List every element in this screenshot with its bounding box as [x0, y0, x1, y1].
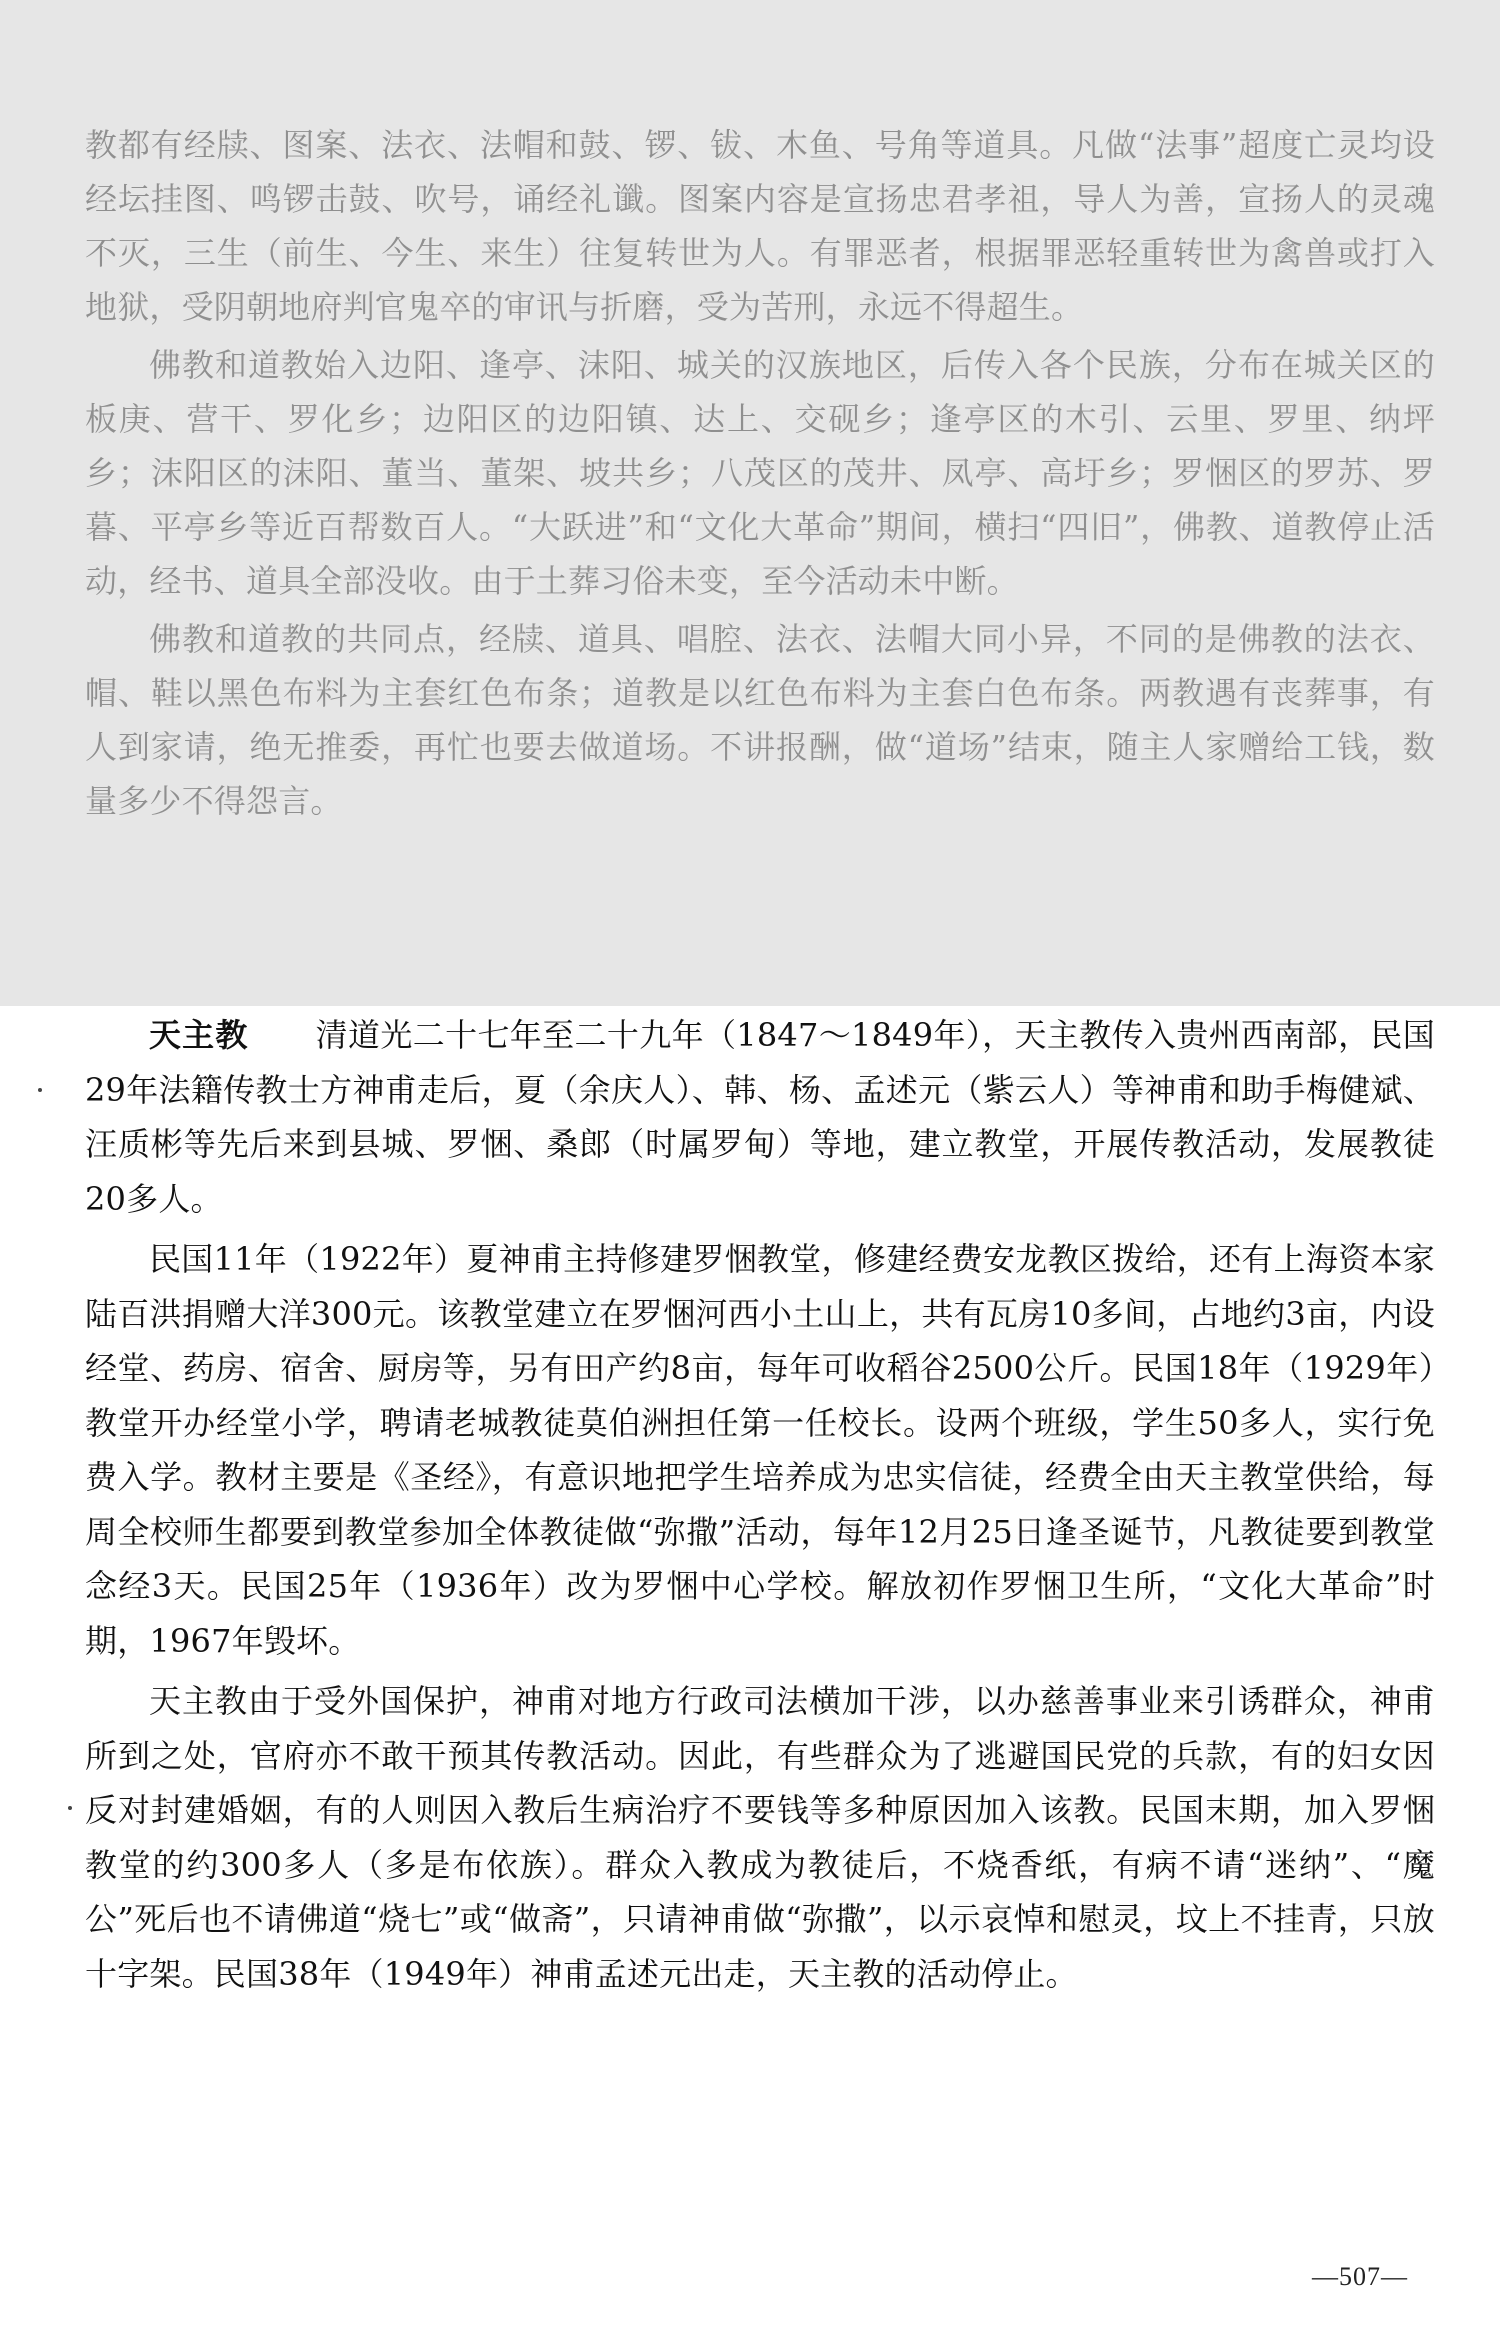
scan-speck	[68, 1806, 72, 1810]
upper-text-section	[85, 118, 1435, 828]
catholicism-section	[85, 1008, 1435, 2001]
paragraph-buddhism-distribution: 佛教和道教始入边阳、逢亭、沫阳、城关的汉族地区，后传入各个民族，分布在城关区的板庚、营干、罗化乡；边阳区的边阳镇、达上、交砚乡；逢亭区的木引、云里、罗里、纳坪乡；沫阳区的沫阳、董当、董架、坡共乡；八茂区的茂井、凤亭、高圩乡；罗悃区的罗苏、罗暮、平亭乡等近百帮数百人。“大跃进”和“文化大革命”期间，横扫“四旧”，佛教、道教停止活动，经书、道具全部没收。由于土葬习俗未变，至今活动未中断。	[85, 346, 1435, 600]
section-heading-catholicism: 天主教	[149, 1016, 249, 1054]
scan-speck	[38, 1088, 42, 1092]
page-number: —507—	[1312, 2262, 1408, 2291]
paragraph-catholic-introduction	[85, 1008, 1435, 1226]
paragraph-catholic-influence: 天主教由于受外国保护，神甫对地方行政司法横加干涉，以办慈善事业来引诱群众，神甫所到之处，官府亦不敢干预其传教活动。因此，有些群众为了逃避国民党的兵款，有的妇女因反对封建婚姻，有的人则因入教后生病治疗不要钱等多种原因加入该教。民国末期，加入罗悃教堂的约300多人（多是布依族）。群众入教成为教徒后，不烧香纸，有病不请“迷纳”、“魔公”死后也不请佛道“烧七”或“做斋”，只请神甫做“弥撒”，以示哀悼和慰灵，坟上不挂青，只放十字架。民国38年（1949年）神甫孟述元出走，天主教的活动停止。	[85, 1682, 1435, 1993]
paragraph-luokun-church: 民国11年（1922年）夏神甫主持修建罗悃教堂，修建经费安龙教区拨给，还有上海资本家陆百洪捐赠大洋300元。该教堂建立在罗悃河西小土山上，共有瓦房10多间，占地约3亩，内设经堂、药房、宿舍、厨房等，另有田产约8亩，每年可收稻谷2500公斤。民国18年（1929年）教堂开办经堂小学，聘请老城教徒莫伯洲担任第一任校长。设两个班级，学生50多人，实行免费入学。教材主要是《圣经》，有意识地把学生培养成为忠实信徒，经费全由天主教堂供给，每周全校师生都要到教堂参加全体教徒做“弥撒”活动，每年12月25日逢圣诞节，凡教徒要到教堂念经3天。民国25年（1936年）改为罗悃中心学校。解放初作罗悃卫生所，“文化大革命”时期，1967年毁坏。	[85, 1240, 1435, 1660]
paragraph-catholic-introduction-text: 清道光二十七年至二十九年（1847～1849年），天主教传入贵州西南部，民国29年法籍传教士方神甫走后，夏（余庆人）、韩、杨、孟述元（紫云人）等神甫和助手梅健斌、汪质彬等先后来到县城、罗悃、桑郎（时属罗甸）等地，建立教堂，开展传教活动，发展教徒20多人。	[85, 1016, 1435, 1218]
paragraph-buddhism-ritual: 教都有经牍、图案、法衣、法帽和鼓、锣、钹、木鱼、号角等道具。凡做“法事”超度亡灵均设经坛挂图、鸣锣击鼓、吹号，诵经礼谶。图案内容是宣扬忠君孝祖，导人为善，宣扬人的灵魂不灭，三生（前生、今生、来生）往复转世为人。有罪恶者，根据罪恶轻重转世为禽兽或打入地狱，受阴朝地府判官鬼卒的审讯与折磨，受为苦刑，永远不得超生。	[85, 126, 1435, 326]
paragraph-buddhism-taoism-comparison: 佛教和道教的共同点，经牍、道具、唱腔、法衣、法帽大同小异，不同的是佛教的法衣、帽、鞋以黑色布料为主套红色布条；道教是以红色布料为主套白色布条。两教遇有丧葬事，有人到家请，绝无推委，再忙也要去做道场。不讲报酬，做“道场”结束，随主人家赠给工钱，数量多少不得怨言。	[85, 620, 1435, 820]
